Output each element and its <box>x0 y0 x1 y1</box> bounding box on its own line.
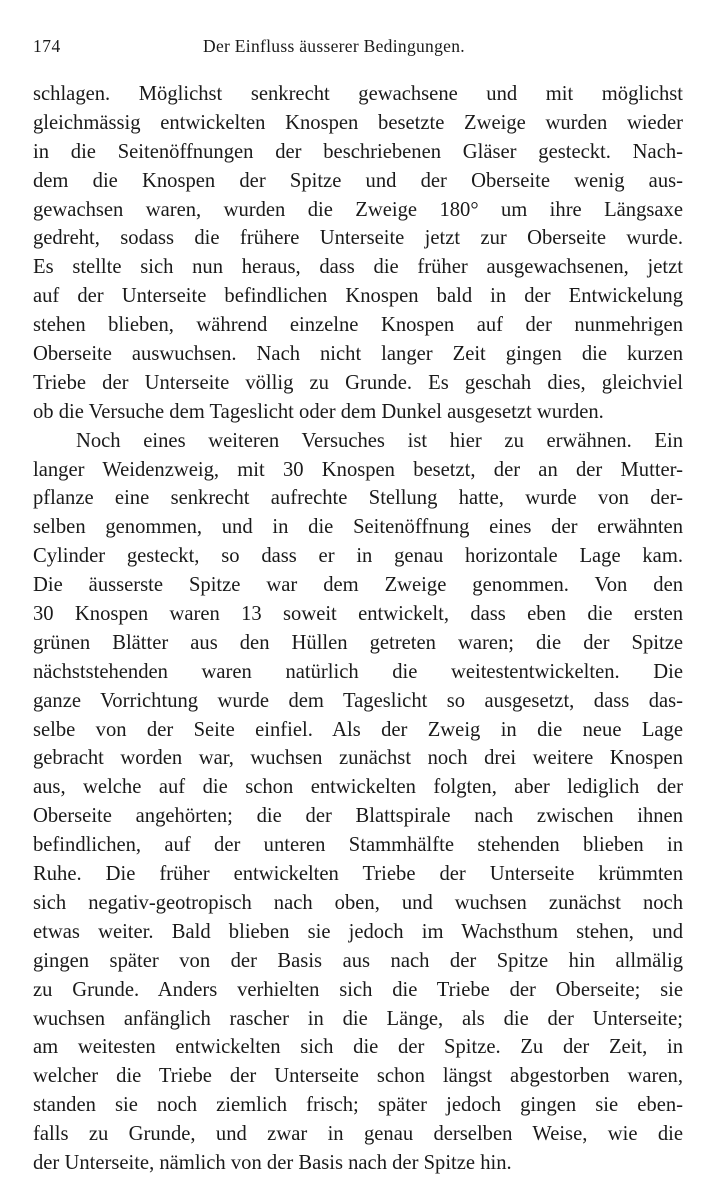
text-line: dem die Knospen der Spitze und der Oberseite wenig aus- <box>33 169 683 192</box>
text-line: selbe von der Seite einfiel. Als der Zweig in die neue Lage <box>33 718 683 741</box>
paragraph <box>33 427 683 1178</box>
text-line: gedreht, sodass die frühere Unterseite jetzt zur Oberseite wurde. <box>33 227 683 250</box>
text-line: gleichmässig entwickelten Knospen besetzte Zweige wurden wieder <box>33 111 683 134</box>
text-line: falls zu Grunde, und zwar in genau derselben Weise, wie die <box>33 1123 683 1146</box>
text-line: standen sie noch ziemlich frisch; später jedoch gingen sie eben- <box>33 1094 683 1117</box>
text-line: Noch eines weiteren Versuches ist hier zu erwähnen. Ein <box>76 429 683 452</box>
paragraph <box>33 80 683 427</box>
page-number: 174 <box>33 36 61 56</box>
text-line: Es stellte sich nun heraus, dass die früher ausgewachsenen, jetzt <box>33 256 683 279</box>
text-line: befindlichen, auf der unteren Stammhälfte stehenden blieben in <box>33 834 683 857</box>
text-line: grünen Blätter aus den Hüllen getreten waren; die der Spitze <box>33 631 683 654</box>
text-line: 30 Knospen waren 13 soweit entwickelt, dass eben die ersten <box>33 603 683 626</box>
text-line: etwas weiter. Bald blieben sie jedoch im Wachsthum stehen, und <box>33 920 683 943</box>
text-line: Cylinder gesteckt, so dass er in genau horizontale Lage kam. <box>33 545 683 568</box>
text-line: der Unterseite, nämlich von der Basis nach der Spitze hin. <box>33 1151 512 1174</box>
text-line: Triebe der Unterseite völlig zu Grunde. Es geschah dies, gleichviel <box>33 371 683 394</box>
text-line: Ruhe. Die früher entwickelten Triebe der Unterseite krümmten <box>33 863 683 886</box>
text-line: selben genommen, und in die Seitenöffnung eines der erwähnten <box>33 516 683 539</box>
text-line: am weitesten entwickelten sich die der Spitze. Zu der Zeit, in <box>33 1036 683 1059</box>
text-line: ganze Vorrichtung wurde dem Tageslicht so ausgesetzt, dass das- <box>33 689 683 712</box>
text-line: schlagen. Möglichst senkrecht gewachsene und mit möglichst <box>33 83 683 105</box>
text-line: gebracht worden war, wuchsen zunächst noch drei weitere Knospen <box>33 747 683 770</box>
text-line: langer Weidenzweig, mit 30 Knospen besetzt, der an der Mutter- <box>33 458 683 481</box>
text-line: Oberseite angehörten; die der Blattspirale nach zwischen ihnen <box>33 805 683 828</box>
text-line: gingen später von der Basis aus nach der Spitze hin allmälig <box>33 949 683 972</box>
text-line: nächststehenden waren natürlich die weitestentwickelten. Die <box>33 660 683 683</box>
text-line: pflanze eine senkrecht aufrechte Stellung hatte, wurde von der- <box>33 487 683 510</box>
text-line: auf der Unterseite befindlichen Knospen bald in der Entwickelung <box>33 285 683 308</box>
body-text <box>33 80 683 1178</box>
text-line: zu Grunde. Anders verhielten sich die Triebe der Oberseite; sie <box>33 978 683 1001</box>
text-line: in die Seitenöffnungen der beschriebenen Gläser gesteckt. Nach- <box>33 140 683 163</box>
running-head <box>33 34 683 58</box>
text-line: ob die Versuche dem Tageslicht oder dem Dunkel ausgesetzt wurden. <box>33 400 604 423</box>
running-title: Der Einfluss äusserer Bedingungen. <box>203 36 465 56</box>
text-line: Oberseite auswuchsen. Nach nicht langer Zeit gingen die kurzen <box>33 343 683 366</box>
text-line: aus, welche auf die schon entwickelten folgten, aber lediglich der <box>33 776 683 799</box>
text-line: stehen blieben, während einzelne Knospen auf der nunmehrigen <box>33 314 683 337</box>
text-line: Die äusserste Spitze war dem Zweige genommen. Von den <box>33 574 683 597</box>
text-line: welcher die Triebe der Unterseite schon längst abgestorben waren, <box>33 1065 683 1088</box>
text-line: gewachsen waren, wurden die Zweige 180° um ihre Längsaxe <box>33 198 683 221</box>
text-line: sich negativ-geotropisch nach oben, und wuchsen zunächst noch <box>33 891 683 914</box>
text-line: wuchsen anfänglich rascher in die Länge, als die der Unterseite; <box>33 1007 683 1030</box>
